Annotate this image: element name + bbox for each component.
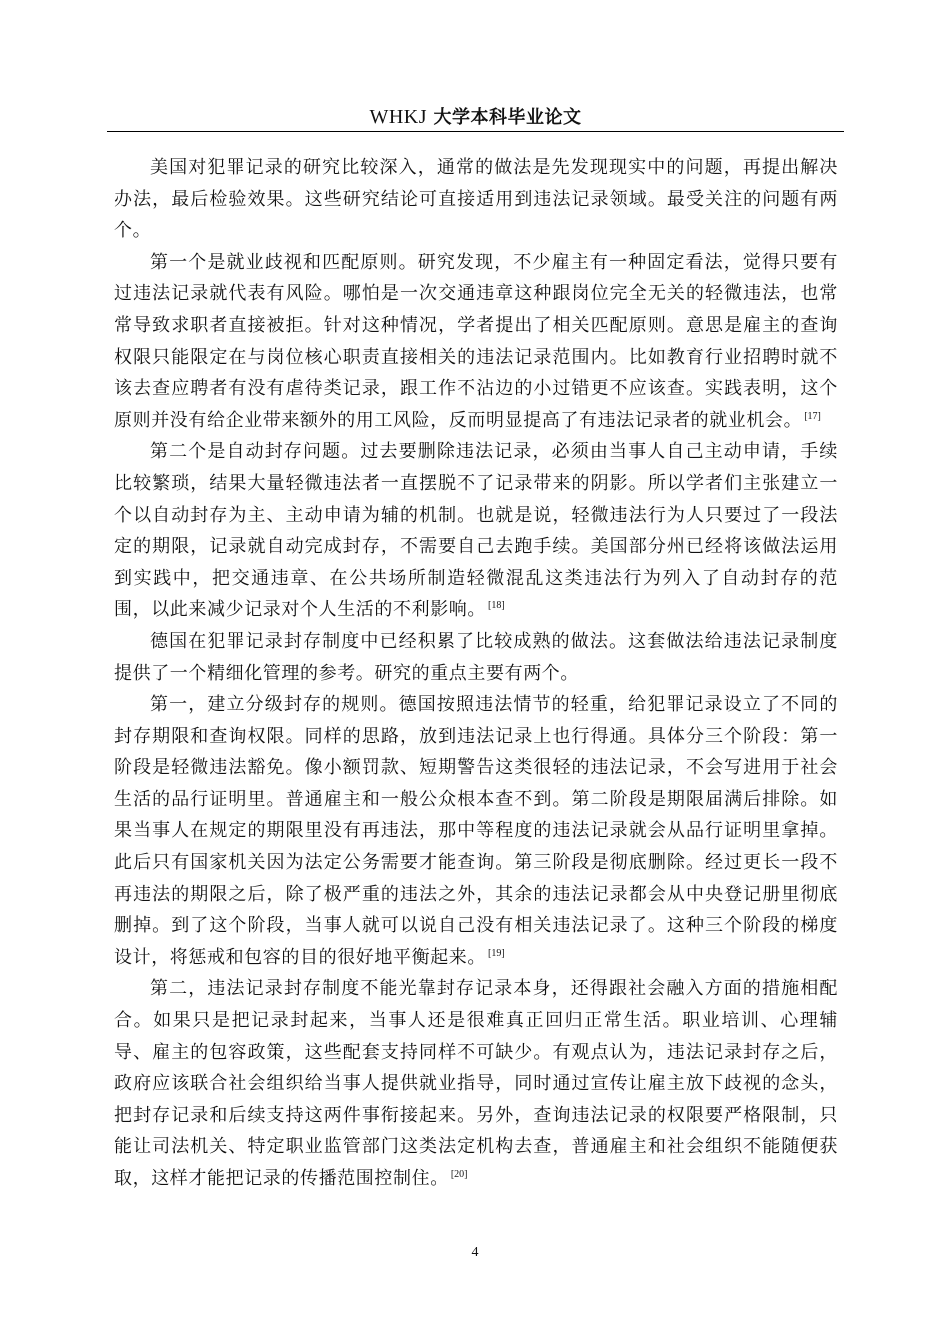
body-text (114, 152, 838, 1195)
paragraph (114, 247, 838, 437)
header-institution-code: WHKJ (369, 106, 427, 128)
citation-marker: [17] (804, 410, 821, 422)
paragraph (114, 973, 838, 1194)
page-number: 4 (471, 1245, 479, 1260)
paragraph (114, 152, 838, 247)
paragraph (114, 436, 838, 626)
paragraph-text: 美国对犯罪记录的研究比较深入，通常的做法是先发现现实中的问题，再提出解决办法，最后检验效果。这些研究结论可直接适用到违法记录领域。最受关注的问题有两个。 (114, 157, 838, 242)
running-header (107, 103, 844, 132)
paragraph (114, 626, 838, 689)
paragraph-text: 第二个是自动封存问题。过去要删除违法记录，必须由当事人自己主动申请，手续比较繁琐，结果大量轻微违法者一直摆脱不了记录带来的阴影。所以学者们主张建立一个以自动封存为主、主动申请为辅的机制。也就是说，轻微违法行为人只要过了一段法定的期限，记录就自动完成封存，不需要自己去跑手续。美国部分州已经将该做法运用到实践中，把交通违章、在公共场所制造轻微混乱这类违法行为列入了自动封存的范围，以此来减少记录对个人生活的不利影响。 (114, 441, 838, 621)
citation-marker: [18] (488, 600, 505, 612)
paragraph-text: 第一，建立分级封存的规则。德国按照违法情节的轻重，给犯罪记录设立了不同的封存期限和查询权限。同样的思路，放到违法记录上也行得通。具体分三个阶段：第一阶段是轻微违法豁免。像小额罚款、短期警告这类很轻的违法记录，不会写进用于社会生活的品行证明里。普通雇主和一般公众根本查不到。第二阶段是期限届满后排除。如果当事人在规定的期限里没有再违法，那中等程度的违法记录就会从品行证明里拿掉。此后只有国家机关因为法定公务需要才能查询。第三阶段是彻底删除。经过更长一段不再违法的期限之后，除了极严重的违法之外，其余的违法记录都会从中央登记册里彻底删掉。到了这个阶段，当事人就可以说自己没有相关违法记录了。这种三个阶段的梯度设计，将惩戒和包容的目的很好地平衡起来。 (114, 694, 838, 968)
header-rule (107, 131, 844, 132)
citation-marker: [19] (488, 947, 505, 959)
paragraph (114, 689, 838, 973)
citation-marker: [20] (450, 1169, 468, 1180)
header-document-type: 大学本科毕业论文 (433, 107, 582, 128)
paragraph-text: 第一个是就业歧视和匹配原则。研究发现，不少雇主有一种固定看法，觉得只要有过违法记录就代表有风险。哪怕是一次交通违章这种跟岗位完全无关的轻微违法，也常常导致求职者直接被拒。针对这种情况，学者提出了相关匹配原则。意思是雇主的查询权限只能限定在与岗位核心职责直接相关的违法记录范围内。比如教育行业招聘时就不该去查应聘者有没有虐待类记录，跟工作不沾边的小过错更不应该查。实践表明，这个原则并没有给企业带来额外的用工风险，反而明显提高了有违法记录者的就业机会。 (114, 251, 838, 431)
paragraph-text: 第二，违法记录封存制度不能光靠封存记录本身，还得跟社会融入方面的措施相配合。如果只是把记录封起来，当事人还是很难真正回归正常生活。职业培训、心理辅导、雇主的包容政策，这些配套支持同样不可缺少。有观点认为，违法记录封存之后，政府应该联合社会组织给当事人提供就业指导，同时通过宣传让雇主放下歧视的念头，把封存记录和后续支持这两件事衔接起来。另外，查询违法记录的权限要严格限制，只能让司法机关、特定职业监管部门这类法定机构去查，普通雇主和社会组织不能随便获取，这样才能把记录的传播范围控制住。 (114, 978, 838, 1189)
paragraph-text: 德国在犯罪记录封存制度中已经积累了比较成熟的做法。这套做法给违法记录制度提供了一个精细化管理的参考。研究的重点主要有两个。 (114, 630, 838, 684)
